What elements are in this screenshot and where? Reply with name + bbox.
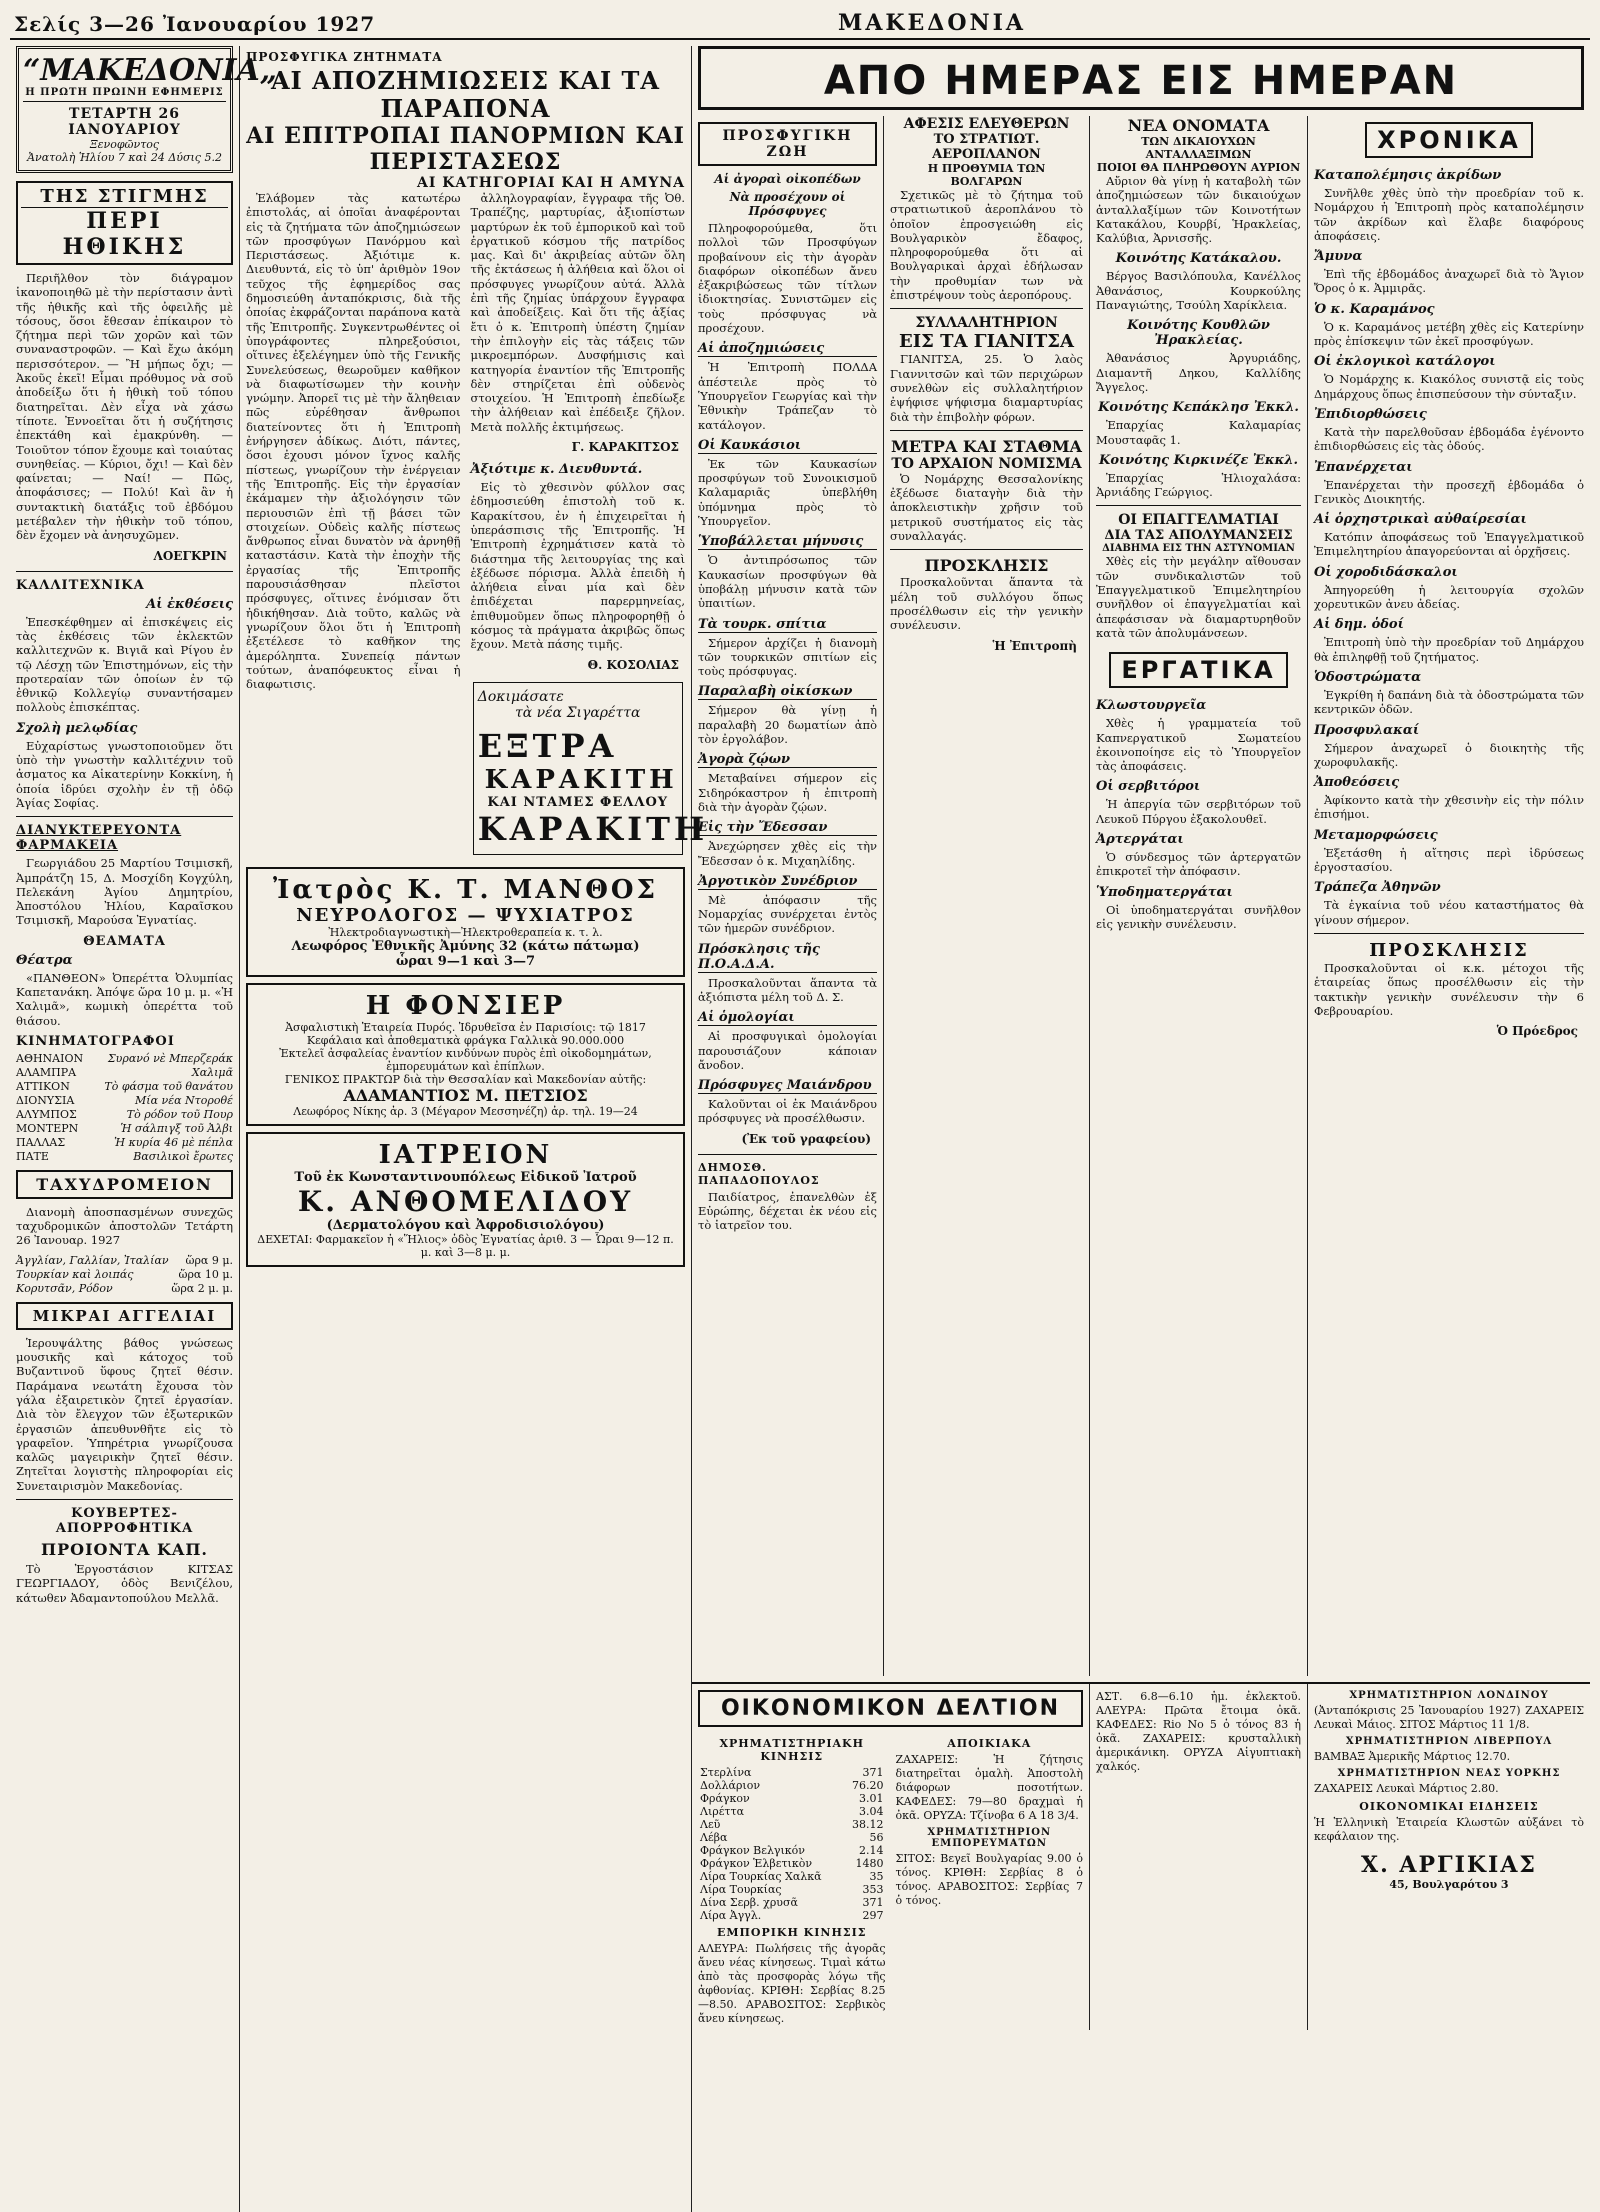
- divider: [890, 430, 1083, 431]
- col4-head4: ΣΥΛΛΑΛΗΤΗΡΙΟΝ: [915, 315, 1058, 332]
- theamata-head: ΘΕΑΜΑΤΑ: [83, 933, 166, 949]
- col3-text1: Πληροφορούμεθα, ὅτι πολλοὶ τῶν Προσφύγων προβαίνουν εἰς τὴν ἀγορὰν διαφόρων οἰκοπέδων ἄνευ ἐξακριβώσεως τῶν τίτλων ἰδιοκτησίας. Συνιστῶμεν εἰς τοὺς πρόσφυγας νὰ προσέχουν.: [698, 221, 877, 336]
- col5-head2: ΤΩΝ ΔΙΚΑΙΟΥΧΩΝ ΑΝΤΑΛΛΑΞΙΜΩΝ: [1141, 135, 1256, 161]
- econ-split: [698, 1733, 1083, 2030]
- masthead: [10, 6, 1590, 40]
- col2-right-text: ἀλληλογραφίαν, ἔγγραφα τῆς Ὀθ. Τραπέζης, μαρτυρίας, ἀξιοπίστων μαρτύρων ἐκ τοῦ ἐμπορικοῦ καὶ τοῦ ἐργατικοῦ κόσμου τῆς πατρίδος μας. Καὶ δι' ἀκριβείας αὐτῶν ὅλη τῆς ἐκτάσεως ἡ ἀλήθεια καὶ ὅλοι οἱ πρόσφυγες γνωρίζουν αὐτά. Ἀλλὰ ἐπὶ τῆς ζημίας ὑπάρχουν ἔγγραφα καὶ ἀποδείξεις. Καὶ ὅτι τῆς ἀξίας ἔτι ὁ κ. Ἐπιτροπὴ ὑπέστη ζημίαν τὴν ἐπιλογὴν εἰς τὰς τάξεις τῶν μικροεμπόρων. Δυσφήμισις καὶ κατηγορία ἐναντίον τῆς Ἐπιτροπῆς δὲν στηρίζεται ἐπὶ οὐδενὸς στοιχείου. Ἡ Ἐπιτροπὴ ἐπεδίωξε τὴν ἀλήθειαν καὶ ἐπέδειξε ζῆλον. Μετὰ πολλῆς ἐκτιμήσεως.: [470, 191, 685, 434]
- col5-t4: Ἐπαρχίας Ἡλιοχαλάσα: Ἀρνιάδης Γεώργιος.: [1096, 470, 1301, 500]
- col2-left: [246, 191, 461, 861]
- col3-t-omol: Αἱ προσφυγικαὶ ὁμολογίαι παρουσιάζουν κάποιαν ἄνοδον.: [698, 1029, 877, 1072]
- col4-sign: Ἡ Ἐπιτροπὴ: [992, 638, 1077, 653]
- c6-head2: ΧΡΗΜΑΤΙΣΤΗΡΙΟΝ ΛΙΒΕΡΠΟΥΛ: [1345, 1736, 1553, 1747]
- col3-t-kauk: Ἐκ τῶν Καυκασίων προσφύγων τοῦ Συνοικισμοῦ Καλαμαριᾶς ὑπεβλήθη ὑπόμνημα πρὸς τὸ Ὑπουργεῖον.: [698, 456, 877, 529]
- column-4: [884, 116, 1090, 1676]
- theatra-text: «ΠΑΝΘΕΟΝ» Ὀπερέττα Ὀλυμπίας Καπετανάκη. Ἀπόψε ὥρα 10 μ. μ. «Ἡ Χαλιμᾶ», κωμικὴ ὀπερέττα τοῦ θιάσου.: [16, 970, 233, 1028]
- list-item: ΑΛΑΜΠΡΑ Χαλιμᾶ: [16, 1065, 233, 1079]
- col6-t10: Ἐγκρίθη ἡ δαπάνη διὰ τὰ ὁδοστρώματα τῶν κεντρικῶν ὁδῶν.: [1314, 687, 1584, 717]
- col4-text2: ΓΙΑΝΙΤΣΑ, 25. Ὁ λαὸς Γιαννιτσῶν καὶ τῶν περιχώρων συνελθὼν εἰς συλλαλητήριον ἐψήφισε ψήφισμα διαμαρτυρίας διὰ τὴν ἐπιβολὴν φόρων.: [890, 352, 1083, 424]
- issue-date: Σελίς 3—26 Ἰανουαρίου 1927: [14, 12, 376, 36]
- koubertes-head: ΚΟΥΒΕΡΤΕΣ-ΑΠΟΡΡΟΦΗΤΙΚΑ: [55, 1506, 194, 1537]
- col5-text5: Ὁ σύνδεσμος τῶν ἀρτεργατῶν ἐπικροτεῖ τὴν ἀπόφασιν.: [1096, 850, 1301, 879]
- col6-s6: Ἐπανέρχεται: [1314, 459, 1413, 475]
- fonsier-l2: Ἀσφαλιστικὴ Ἑταιρεία Πυρός. Ἱδρυθεῖσα ἐν Παρισίοις: τῷ 1817: [285, 1020, 646, 1034]
- table-row: Στερλίνα 371: [700, 1766, 884, 1779]
- manthos-l2: ΝΕΥΡΟΛΟΓΟΣ — ΨΥΧΙΑΤΡΟΣ: [296, 904, 635, 926]
- col3-sub1: Αἱ ἀγοραὶ οἰκοπέδων: [714, 172, 861, 186]
- manthos-l5: ὧραι 9—1 καὶ 3—7: [395, 953, 536, 969]
- col4-head6: ΜΕΤΡΑ ΚΑΙ ΣΤΑΘΜΑ: [891, 436, 1082, 456]
- col5-t3: Ἐπαρχίας Καλαμαρίας Μουσταφᾶς 1.: [1096, 418, 1301, 447]
- c6-head4: ΟΙΚΟΝΟΜΙΚΑΙ ΕΙΔΗΣΕΙΣ: [1359, 1800, 1539, 1813]
- c6-head3: ΧΡΗΜΑΤΙΣΤΗΡΙΟΝ ΝΕΑΣ ΥΟΡΚΗΣ: [1337, 1768, 1561, 1779]
- col5-s3: Κοινότης Κεπάκλησ Ἐκκλ.: [1098, 400, 1299, 416]
- divider: [698, 1154, 877, 1155]
- apoik-text: ΖΑΧΑΡΕΙΣ: Ἡ ζήτησις διατηρεῖται ὁμαλὴ. Ἀποστολὴ διάφορων ποσοτήτων. ΚΑΦΕΔΕΣ: 79—80 δραχμαὶ ἡ ὀκᾶ. ΟΡΥΖΑ: Τζίνοβα 6 Α 18 3/4.: [895, 1753, 1083, 1822]
- classified-text: Ἱερουψάλτης βάθος γνώσεως μουσικῆς καὶ κάτοχος τοῦ Βυζαντινοῦ ὕφους ζητεῖ θέσιν. Παράμανα νεωτάτη ἔχουσα τὸν γάλα ἐξαιρετικὸν ζητεῖ ἐργασίαν. Διὰ τὸν ἔλεγχον τῶν ἐξωτερικῶν ἐργασιῶν ἀπευθυνθῆτε εἰς τὸ γραφεῖον. Ὑπηρέτρια γνωρίζουσα καλῶς μαγειρικὴν ζητεῖ θέσιν. Ζητεῖται λογιστὴς πληροφορίαι εἰς Συνεταιρισμὸν Μακεδονίας.: [16, 1335, 233, 1493]
- iatreion-l1: ΙΑΤΡΕΙΟΝ: [378, 1139, 553, 1170]
- econ-fx: [698, 1733, 886, 2030]
- col3-sign: (Ἐκ τοῦ γραφείου): [741, 1131, 871, 1146]
- col5-head4: ΟΙ ΕΠΑΓΓΕΛΜΑΤΙΑΙ: [1118, 512, 1279, 529]
- col6-s4: Οἱ ἐκλογικοὶ κατάλογοι: [1314, 354, 1496, 370]
- classified-frame: [16, 1302, 233, 1330]
- econ-mid: [1090, 1684, 1308, 2030]
- column-6: [1308, 116, 1590, 1676]
- col6-t3: Ὁ κ. Καραμάνος μετέβη χθὲς εἰς Κατερίνην πρὸς ἐπίσκεψιν τῶν ἐκεῖ προσφύγων.: [1314, 319, 1584, 349]
- list-item: ΑΘΗΝΑΙΟΝ Συρανό νὲ Μπερζεράκ: [16, 1051, 233, 1065]
- col6-s5: Ἐπιδιορθώσεις: [1314, 406, 1427, 422]
- col2-body: [246, 191, 709, 861]
- col6-s10: Ὁδοστρώματα: [1314, 669, 1422, 685]
- col4-head3: Η ΠΡΟΘΥΜΙΑ ΤΩΝ ΒΟΛΓΑΡΩΝ: [927, 162, 1046, 188]
- col5-head1: ΝΕΑ ΟΝΟΜΑΤΑ: [1127, 116, 1270, 135]
- table-row: Φράγκον Ἑλβετικὸν 1480: [700, 1857, 884, 1870]
- proiones-text: Τὸ Ἐργοστάσιον ΚΙΤΣΑΣ ΓΕΩΡΓΙΑΔΟΥ, ὁδὸς Βενιζέλου, κάτωθεν Ἀδαμαντοπούλου Μελλᾶ.: [16, 1562, 233, 1605]
- col5-s5: Κλωστουργεῖα: [1096, 698, 1207, 714]
- col6-s12: Ἀποθεόσεις: [1314, 775, 1400, 791]
- col4-text3: Ὁ Νομάρχης Θεσσαλονίκης ἐξέδωσε διαταγὴν διὰ τὴν ἀποκλειστικὴν χρῆσιν τοῦ μετρικοῦ συστήματος εἰς τὰς συναλλαγάς.: [890, 471, 1083, 544]
- ergatika-wrap: [1096, 646, 1301, 694]
- table-row: Λιρέττα 3.04: [700, 1805, 884, 1818]
- ektheseis-head: Αἱ ἐκθέσεις: [146, 596, 233, 612]
- columns: [10, 46, 1590, 2212]
- post-text: Διανομὴ ἀποσπασμένων συνεχῶς ταχυδρομικῶν ἀποστολῶν Τετάρτη 26 Ἰανουαρ. 1927: [16, 1204, 233, 1248]
- list-item: ΑΛΥΜΠΟΣ Τὸ ρόδον τοῦ Πουρ: [16, 1107, 233, 1121]
- col3-t-argo: Μὲ ἀπόφασιν τῆς Νομαρχίας συνέρχεται ἐντὸς τῶν ἡμερῶν συνέδριον.: [698, 892, 877, 936]
- col6-s7: Αἱ ὁρχηστρικαὶ αὐθαίρεσίαι: [1314, 512, 1527, 528]
- table-row: Λίρα Τουρκίας Χαλκᾶ 35: [700, 1870, 884, 1883]
- cinema-list: [16, 1052, 233, 1164]
- list-item: ΑΤΤΙΚΟΝ Τὸ φάσμα τοῦ θανάτου: [16, 1079, 233, 1093]
- col4-head5: ΕΙΣ ΤΑ ΓΙΑΝΙΤΣΑ: [899, 331, 1074, 353]
- nameplate-saint: Ξενοφῶντος: [89, 138, 160, 151]
- econ-c5-text: ΑΣΤ. 6.8—6.10 ἡμ. ἐκλεκτοῦ. ΑΛΕΥΡΑ: Πρῶτα ἔτοιμα ὀκᾶ. ΚΑΦΕΔΕΣ: Rio Νο 5 ὁ τόνος 83 ἡ ὀκᾶ. ΖΑΧΑΡΕΙΣ: κρυσταλλικὴ ἀμερικάνικη. ΟΡΥΖΑ Αἰγυπτιακὴ χαλκός.: [1096, 1690, 1301, 1773]
- econ-section: [692, 1682, 1590, 2030]
- manthos-ad: [246, 867, 685, 977]
- col5-text1: Αὔριον θὰ γίνῃ ἡ καταβολὴ τῶν ἀποζημιώσεων τῶν δικαιούχων ἀνταλλαξίμων τῶν Κοινοτήτων Κατακάλου, Κουρβί, Ἡρακλείας, Καλύβια, Ἀρνισσῆς.: [1096, 174, 1301, 246]
- xr-head: ΧΡΗΜΑΤΙΣΤΗΡΙΟΝ ΕΜΠΟΡΕΥΜΑΤΩΝ: [927, 1827, 1052, 1849]
- nameplate-day: ΤΕΤΑΡΤΗ 26 ΙΑΝΟΥΑΡΙΟΥ: [68, 106, 181, 138]
- col3-s-apoz: Αἱ ἀποζημιώσεις: [698, 341, 877, 357]
- col5-text3: Χθὲς ἡ γραμματεία τοῦ Καπνεργατικοῦ Σωματείου ἐκοινοποίησε εἰς τὸ Ὑπουργεῖον τὰς ἀποφάσεις.: [1096, 716, 1301, 774]
- col3-s-maiand: Πρόσφυγες Μαιάνδρου: [698, 1078, 877, 1094]
- col2-title-3: ΑΙ ΚΑΤΗΓΟΡΙΑΙ ΚΑΙ Η ΑΜΥΝΑ: [416, 175, 685, 191]
- col3-s-edessa: Εἰς τὴν Ἔδεσσαν: [698, 820, 877, 836]
- fonsier-l3: Κεφάλαια καὶ ἀποθεματικὰ φράγκα Γαλλικὰ 90.000.000: [306, 1033, 625, 1047]
- column-5: [1090, 116, 1308, 1676]
- nameplate-subtitle: Η ΠΡΩΤΗ ΠΡΩΙΝΗ ΕΦΗΜΕΡΙΣ: [23, 87, 226, 102]
- col3-s-tourk: Τὰ τουρκ. σπίτια: [698, 617, 877, 633]
- stigmis-kicker: ΤΗΣ ΣΤΙΓΜΗΣ: [40, 186, 209, 207]
- col4-head8: ΠΡΟΣΚΛΗΣΙΣ: [924, 556, 1049, 576]
- col2-right: [470, 191, 709, 861]
- fonsier-l4: Ἐκτελεῖ ἀσφαλείας ἐναντίον κινδύνων πυρὸς ἐπὶ οἰκοδομημάτων, ἐμπορευμάτων καὶ ἐπίπλων.: [279, 1046, 652, 1073]
- col3-ad-text: Παιδίατρος, ἐπανελθὼν ἐξ Εὐρώπης, δέχεται ἐκ νέου εἰς τὸ ἰατρεῖον του.: [698, 1189, 877, 1233]
- prosfygiki-head: ΠΡΟΣΦΥΓΙΚΗ ΖΩΗ: [698, 122, 877, 166]
- divider: [890, 308, 1083, 309]
- col3-ad-title: ΔΗΜΟΣΘ. ΠΑΠΑΔΟΠΟΥΛΟΣ: [698, 1160, 820, 1187]
- column-3: [692, 116, 884, 1676]
- col5-s4: Κοινότης Κιρκινέζε Ἐκκλ.: [1099, 452, 1298, 468]
- stigmis-text: Περιῆλθον τὸν διάγραμον ἱκανοποιηθῶ μὲ τὴν περίστασιν ἀντὶ τῆς ἠθικῆς καὶ τῆς ὀφειλῆς μὲ τόσους, ὅσοι ἔθεσαν ἐπίκαιρον τὸ ζήτημα περὶ τῶν χορῶν καὶ τῶν συναναστροφῶν. — Καὶ ἔχω ἀκόμη περισσότερον. — Ἢ μήπως ὄχι; — Ἀκοῦς ἐκεῖ! Εἶμαι πρόθυμος νὰ σοῦ ἀποδείξω ὅτι ἡ ἠθικὴ τοῦ τόπου διατηρεῖται. Δὲν εἶχα νὰ χάσω τίποτε. Ἐννοεῖται ὅτι ἡ συζήτησις ἐπεκτάθη καὶ ἐμακρύνθη. — Τοιοῦτον τόπον ἔχουμε καὶ τοιαύτας συνηθείας. — Κύριοι, ὄχι! — Καὶ δὲν φαίνεται; — Ναί! — Πῶς, ἀποφάσισες; — Πολύ! Καὶ ἂν ἡ συντακτικὴ διατάξις τοῦ ἐβδόμου μετέβαλεν τὴν ἠθικὴν τοῦ τόπου, δὲν ἔχομεν νὰ ἀνησυχῶμεν.: [16, 271, 233, 543]
- fx-table: [698, 1766, 886, 1922]
- karak-l1: Δοκιμάσατε: [477, 688, 564, 705]
- col3-s-argo: Ἀργοτικὸν Συνέδριον: [698, 874, 877, 890]
- table-row: Λέβα 56: [700, 1831, 884, 1844]
- col2-kicker: ΠΡΟΣΦΥΓΙΚΑ ΖΗΤΗΜΑΤΑ: [246, 50, 443, 64]
- col6-t7: Κατόπιν ἀποφάσεως τοῦ Ἐπαγγελματικοῦ Ἐπιμελητηρίου ἀπαγορεύονται αἱ ὁρχῆσεις.: [1314, 530, 1584, 559]
- list-item: Κορυτσᾶν, Ρόδον ὥρα 2 μ. μ.: [16, 1281, 233, 1295]
- newspaper-name: ΜΑΚΕΔΟΝΙΑ: [837, 10, 1026, 36]
- col5-text2: Χθὲς εἰς τὴν μεγάλην αἴθουσαν τῶν συνδικαλιστῶν τοῦ Ἐπαγγελματικοῦ Ἐπιμελητηρίου συνῆλθον οἱ ἐπαγγελματίαι καὶ ἀπεφάσισαν νὰ διαμαρτυρηθοῦν κατὰ τῶν ἀπολυμάνσεων.: [1096, 554, 1301, 640]
- table-row: Φράγκον 3.01: [700, 1792, 884, 1805]
- col3-s-omol: Αἱ ὁμολογίαι: [698, 1010, 877, 1026]
- karak-l4: ΚΑΡΑΚΙΤΗ: [484, 764, 678, 795]
- col5-s1: Κοινότης Κατάκαλου.: [1115, 251, 1282, 267]
- econ-right: [1308, 1684, 1590, 2030]
- col3-s-parab: Παραλαβὴ οἰκίσκων: [698, 684, 877, 700]
- post-frame: [16, 1170, 233, 1199]
- col3-t-apoz: Ἡ Ἐπιτροπὴ ΠΟΛΔΑ ἀπέστειλε πρὸς τὸ Ὑπουργεῖον Γεωργίας καὶ τὴν Ἐθνικὴν Τράπεζαν τὸ κατάλογον.: [698, 360, 877, 432]
- col6-t1: Συνῆλθε χθὲς ὑπὸ τὴν προεδρίαν τοῦ κ. Νομάρχου ἡ Ἐπιτροπὴ πρὸς καταπολέμησιν τῶν ἀκρίδων καὶ ἔλαβε διαφόρους ἀποφάσεις.: [1314, 186, 1584, 243]
- list-item: ΔΙΟΝΥΣΙΑ Μία νέα Ντοροθέ: [16, 1093, 233, 1107]
- col2-title-1: ΑΙ ΑΠΟΖΗΜΙΩΣΕΙΣ ΚΑΙ ΤΑ ΠΑΡΑΠΟΝΑ: [270, 66, 661, 123]
- karak-l2: τὰ νέα Σιγαρέττα: [515, 704, 641, 721]
- right-upper: [692, 116, 1590, 1676]
- c6-text1: (Ἀνταπόκρισις 25 Ἰανουαρίου 1927) ΖΑΧΑΡΕΙΣ Λευκαὶ Μάιος. ΣΙΤΟΣ Μάρτιος 11 1/8.: [1314, 1704, 1584, 1731]
- col5-text4: Ἡ ἀπεργία τῶν σερβιτόρων τοῦ Λευκοῦ Πύργου ἐξακολουθεῖ.: [1096, 797, 1301, 826]
- farmakeia-head: ΔΙΑΝΥΚΤΕΡΕΥΟΝΤΑ ΦΑΡΜΑΚΕΙΑ: [16, 823, 182, 854]
- c6-head1: ΧΡΗΜΑΤΙΣΤΗΡΙΟΝ ΛΟΝΔΙΝΟΥ: [1349, 1690, 1549, 1701]
- col6-s1: Καταπολέμησις ἀκρίδων: [1314, 168, 1502, 183]
- fonsier-l7: Λεωφόρος Νίκης ἀρ. 3 (Μέγαρον Μεσσηνέζη) ἀρ. τηλ. 19—24: [293, 1104, 638, 1118]
- fonsier-ad: [246, 983, 685, 1126]
- col6-t12: Ἀφίκοντο κατὰ τὴν χθεσινὴν εἰς τὴν πόλιν ἐπισήμοι.: [1314, 793, 1584, 822]
- col6-prosk-sign: Ὁ Πρόεδρος: [1496, 1024, 1578, 1039]
- col6-prosk-text: Προσκαλοῦνται οἱ κ.κ. μέτοχοι τῆς ἑταιρείας ὅπως προσέλθωσιν εἰς τὴν τακτικὴν γενικὴν συνέλευσιν τὴν 6 Φεβρουαρίου.: [1314, 960, 1584, 1018]
- farmakeia-text: Γεωργιάδου 25 Μαρτίου Τσιμισκῆ, Ἀμπράτζη 15, Δ. Μοσχίδη Κογχύλη, Πελεκάνη Ἀγίου Δημητρίου, Ἀποστόλου Ἠλίου, Καραῖσκου Τσιμισκῆ, Μαρούσα Ἐγνατίας.: [16, 856, 233, 928]
- c6-text3: ΖΑΧΑΡΕΙΣ Λευκαὶ Μάρτιος 2.80.: [1314, 1782, 1499, 1795]
- iatreion-ad: [246, 1132, 685, 1267]
- c6-text2: ΒΑΜΒΑΞ Ἀμερικῆς Μάρτιος 12.70.: [1314, 1750, 1511, 1763]
- col6-t9: Ἐπιτροπὴ ὑπὸ τὴν προεδρίαν τοῦ Δημάρχου θὰ ἐπιληφθῇ τοῦ ζητήματος.: [1314, 635, 1584, 664]
- column-2: [240, 46, 709, 2212]
- divider: [16, 816, 233, 817]
- col6-s11: Προσφυλακαί: [1314, 722, 1420, 738]
- post-list: [16, 1254, 233, 1296]
- stigmis-sign: ΛΟΕΓΚΡΙΝ: [153, 548, 227, 563]
- col4-text4: Προσκαλοῦνται ἅπαντα τὰ μέλη τοῦ συλλόγου ὅπως προσέλθωσιν εἰς τὴν γενικὴν συνέλευσιν.: [890, 575, 1083, 633]
- col2-sign-2: Θ. ΚΟΣΟΛΙΑΣ: [587, 657, 679, 672]
- emp-head: ΕΜΠΟΡΙΚΗ ΚΙΝΗΣΙΣ: [716, 1926, 867, 1939]
- col6-s9: Αἱ δημ. ὁδοί: [1314, 617, 1404, 633]
- col6-prosk-head: ΠΡΟΣΚΛΗΣΙΣ: [1369, 939, 1529, 961]
- post-head: ΤΑΧΥΔΡΟΜΕΙΟΝ: [36, 1174, 213, 1194]
- col4-head7: ΤΟ ΑΡΧΑΙΟΝ ΝΟΜΙΣΜΑ: [891, 455, 1082, 472]
- divider: [16, 1499, 233, 1500]
- col6-s2: Ἄμυνα: [1314, 249, 1363, 265]
- col5-t2: Ἀθανάσιος Ἀργυριάδης, Διαμαντῆ Δηκου, Καλλίδης Ἄγγελος.: [1096, 351, 1301, 394]
- col5-head3: ΠΟΙΟΙ ΘΑ ΠΛΗΡΩΘΟΥΝ ΑΥΡΙΟΝ: [1096, 161, 1301, 174]
- fonsier-l6: ΑΔΑΜΑΝΤΙΟΣ Μ. ΠΕΤΣΙΟΣ: [343, 1085, 588, 1105]
- theatra-label: Θέατρα: [16, 952, 73, 968]
- col6-t14: Τὰ ἐγκαίνια τοῦ νέου καταστήματος θὰ γίνουν σήμερον.: [1314, 898, 1584, 927]
- cinema-head: ΚΙΝΗΜΑΤΟΓΡΑΦΟΙ: [16, 1033, 175, 1049]
- manthos-l4: Λεωφόρος Ἐθνικῆς Ἀμύνης 32 (κάτω πάτωμα): [291, 938, 640, 954]
- col5-s7: Ἀρτεργάται: [1096, 832, 1184, 848]
- col6-t5: Κατὰ τὴν παρελθοῦσαν ἑβδομάδα ἐγένοντο ἐπιδιορθώσεις εἰς τὰς ὁδούς.: [1314, 424, 1584, 454]
- stigmis-frame: [16, 181, 233, 265]
- col3-t-parab: Σήμερον θὰ γίνῃ ἡ παραλαβὴ 20 δωματίων ἀπὸ τὸν ἐργολάβον.: [698, 703, 877, 747]
- sxoli-text: Εὐχαρίστως γνωστοποιοῦμεν ὅτι ὑπὸ τὴν γνωστὴν καλλιτέχνιν τοῦ ἀσματος κα Αἰκατερίνην Κοκκίνη, ἡ ὁποία ἱδρύει σχολὴν ἐν τῇ ὁδῷ Ἁγίας Σοφίας.: [16, 738, 233, 810]
- econ-apoik: [896, 1733, 1084, 2030]
- table-row: Λίρα Ἀγγλ. 297: [700, 1909, 884, 1922]
- col6-t13: Ἐξετάσθη ἡ αἴτησις περὶ ἱδρύσεως ἐργοστασίου.: [1314, 845, 1584, 875]
- c6-ad: Χ. ΑΡΓΙΚΙΑΣ: [1361, 1852, 1537, 1878]
- list-item: ΜΟΝΤΕΡΝ Ἡ σάλπιγξ τοῦ Ἀλβι: [16, 1121, 233, 1135]
- col6-s13: Μεταμορφώσεις: [1314, 827, 1438, 843]
- fonsier-l5: ΓΕΝΙΚΟΣ ΠΡΑΚΤΩΡ διὰ τὴν Θεσσαλίαν καὶ Μακεδονίαν αὐτῆς:: [284, 1072, 647, 1086]
- list-item: Ἀγγλίαν, Γαλλίαν, Ἰταλίαν ὥρα 9 μ.: [16, 1253, 233, 1267]
- proiones-head: ΠΡΟΙΟΝΤΑ ΚΑΠ.: [40, 1540, 208, 1560]
- apoik-head: ΑΠΟΙΚΙΑΚΑ: [947, 1737, 1032, 1750]
- apo-imeras-banner: ΑΠΟ ΗΜΕΡΑΣ ΕΙΣ ΗΜΕΡΑΝ: [698, 46, 1584, 110]
- xr-text: ΣΙΤΟΣ: Βεγεῖ Βουλγαρίας 9.00 ὁ τόνος. ΚΡΙΘΗ: Σερβίας 8 ὁ τόνος. ΑΡΑΒΟΣΙΤΟΣ: Σερβίας 7 ὁ τόνος.: [895, 1852, 1083, 1907]
- col5-s8: Ὑποδηματεργάται: [1096, 884, 1233, 900]
- col4-head1: ΑΦΕΣΙΣ ΕΛΕΥΘΕΡΩΝ: [903, 116, 1070, 132]
- emp-text: ΑΛΕΥΡΑ: Πωλήσεις τῆς ἀγορᾶς ἄνευ νέας κίνησεως. Τιμαὶ κάτω ἀπὸ τὰς προσφορὰς λόγω τῆς ἀφθονίας. ΚΡΙΘΗ: Σερβίας 8.25—8.50. ΑΡΑΒΟΣΙΤΟΣ: Σερβικὸς ἄνευ κίνησεως.: [698, 1942, 886, 2025]
- econ-banner: ΟΙΚΟΝΟΜΙΚΟΝ ΔΕΛΤΙΟΝ: [698, 1690, 1083, 1727]
- col5-head5: ΔΙΑ ΤΑΣ ΑΠΟΛΥΜΑΝΣΕΙΣ: [1104, 528, 1293, 544]
- ektheseis-text: Ἐπεσκέφθημεν αἱ ἐπισκέψεις εἰς τὰς ἐκθέσεις τῶν ἐκλεκτῶν καλλιτεχνῶν κ. Βιγιᾶ καὶ Ρίγου ἐν τῷ Λέσχῃ τῶν Ἐπιστημόνων, εἰς τὴν προτεραίαν τῶν ὁποίων ἐν τῷ ἐθνικῷ Κολλεγίῳ συναντήσαμεν πολλοὺς ἐπισκέπτας.: [16, 614, 233, 715]
- col5-text6: Οἱ ὑποδηματεργάται συνῆλθον εἰς γενικὴν συνέλευσιν.: [1096, 902, 1301, 931]
- fx-head: ΧΡΗΜΑΤΙΣΤΗΡΙΑΚΗ ΚΙΝΗΣΙΣ: [719, 1737, 864, 1763]
- col3-t-edessa: Ἀνεχώρησεν χθὲς εἰς τὴν Ἔδεσσαν ὁ κ. Μιχαηλίδης.: [698, 839, 877, 868]
- ergatika-head: ΕΡΓΑΤΙΚΑ: [1109, 652, 1287, 688]
- table-row: Φράγκον Βελγικόν 2.14: [700, 1844, 884, 1857]
- letter2-text: Εἰς τὸ χθεσινὸν φύλλον σας ἐδημοσιεύθη ἐπιστολὴ τοῦ κ. Καρακίτσου, ἐν ἡ ἐπιχειρεῖται ἡ ὑπεράσπισις τῆς Ἐπιτροπῆς. Ἡ Ἐπιτροπὴ ἐχρημάτισεν κατὰ τὸ διάστημα τῆς λειτουργίας της καὶ ἐξέδωσε πόρισμα. Ἀλλὰ ἐπειδὴ ἡ ἀλήθεια εἶναι μία καὶ δὲν ἐπιδέχεται παρερμηνείας, ἐπιθυμοῦμεν ὅπως πληροφορηθῇ ὁ κόσμος τὰ πράγματα ἀκριβῶς ὅπως ἔχουν. Μετὰ πάσης τιμῆς.: [470, 480, 685, 652]
- list-item: ΠΑΛΛΑΣ Ἡ κυρία 46 μὲ πέπλα: [16, 1135, 233, 1149]
- col3-t-tourk: Σήμερον ἀρχίζει ἡ διανομὴ τῶν τουρκικῶν σπιτίων εἰς τοὺς πρόσφυγας.: [698, 635, 877, 679]
- karak-l6: ΚΑΡΑΚΙΤΗ: [477, 809, 709, 848]
- col6-s3: Ὁ κ. Καραμάνος: [1314, 301, 1435, 317]
- col3-s-kauk: Οἱ Καυκάσιοι: [698, 438, 877, 454]
- manthos-l3: Ἠλεκτροδιαγνωστικὴ—Ἠλεκτροθεραπεία κ. τ. λ.: [328, 925, 603, 939]
- classified-head: ΜΙΚΡΑΙ ΑΓΓΕΛΙΑΙ: [32, 1306, 217, 1325]
- col3-s-ypob: Ὑποβάλλεται μήνυσις: [698, 534, 877, 550]
- xronika-head: ΧΡΟΝΙΚΑ: [1365, 122, 1533, 158]
- col6-t8: Ἀπηγορεύθη ἡ λειτουργία σχολῶν χορευτικῶν ἀνευ ἀδείας.: [1314, 582, 1584, 612]
- col4-text1: Σχετικῶς μὲ τὸ ζήτημα τοῦ στρατιωτικοῦ ἀεροπλάνου τὸ ὁποῖον ἐπροσγειώθη εἰς Βουλγαρικὸν ἔδαφος, πληροφορούμεθα ὅτι αἱ Βουλγαρικαὶ ἀρχαὶ ἐδήλωσαν τὴν προθυμίαν των νὰ ἐπιστρέψουν τοὺς ἀεροπόρους.: [890, 188, 1083, 303]
- divider: [16, 571, 233, 572]
- col6-t4: Ὁ Νομάρχης κ. Κιακόλος συνιστᾷ εἰς τοὺς Δημάρχους ὅπως ἐπισπεύσουν τὴν σύνταξιν.: [1314, 372, 1584, 401]
- sxoli-head: Σχολὴ μελῳδίας: [16, 720, 138, 736]
- kallitexnika-head: ΚΑΛΛΙΤΕΧΝΙΚΑ: [16, 577, 145, 593]
- manthos-l1: Ἰατρὸς Κ. Τ. ΜΑΝΘΟΣ: [273, 874, 658, 905]
- col3-t-maiand: Καλοῦνται οἱ ἐκ Μαιάνδρου πρόσφυγες νὰ προσέλθωσιν.: [698, 1097, 877, 1126]
- list-item: Τουρκίαν καὶ λοιπάς ὥρα 10 μ.: [16, 1267, 233, 1281]
- econ-left: [692, 1684, 1090, 2030]
- divider: [1314, 933, 1584, 934]
- letter2-title: Ἀξιότιμε κ. Διευθυντά.: [470, 462, 643, 478]
- fonsier-l1: Η ΦΟΝΣΙΕΡ: [365, 990, 566, 1021]
- nameplate: [16, 46, 278, 173]
- col5-s2: Κοινότης Κουθλῶν Ἠρακλείας.: [1127, 318, 1270, 349]
- nameplate-sun: Ἀνατολὴ Ἡλίου 7 καὶ 24 Δύσις 5.2: [27, 151, 222, 164]
- karak-l3: ΕΞΤΡΑ: [477, 726, 618, 765]
- col6-s8: Οἱ χοροδιδάσκαλοι: [1314, 564, 1458, 580]
- table-row: Δολλάριον 76.20: [700, 1779, 884, 1792]
- col3-t-ypob: Ὁ ἀντιπρόσωπος τῶν Καυκασίων προσφύγων θὰ ὑποβάλῃ μήνυσιν κατὰ τῶν ὑπαιτίων.: [698, 553, 877, 611]
- col3-s-agor: Ἀγορὰ ζῴων: [698, 752, 877, 768]
- karak-l5: ΚΑΙ ΝΤΑΜΕΣ ΦΕΛΛΟΥ: [487, 794, 669, 810]
- karakitsi-ad: [473, 682, 709, 855]
- col3-sub2: Νὰ προσέχουν οἱ Πρόσφυγες: [729, 190, 846, 218]
- col6-t11: Σήμερον ἀναχωρεῖ ὁ διοικητὴς τῆς χωροφυλακῆς.: [1314, 740, 1584, 769]
- xronika-wrap: [1314, 116, 1584, 164]
- c6-text4: Ἡ Ἑλληνικὴ Ἑταιρεία Κλωστῶν αὐξάνει τὸ κεφάλαιον της.: [1314, 1816, 1584, 1843]
- table-row: Δίνα Σερβ. χρυσᾶ 371: [700, 1896, 884, 1909]
- col3-s-prosk: Πρόσκλησις τῆς Π.Ο.Α.Δ.Α.: [698, 942, 877, 973]
- table-row: Λεῦ 38.12: [700, 1818, 884, 1831]
- col2-sign-1: Γ. ΚΑΡΑΚΙΤΣΟΣ: [571, 440, 679, 455]
- col5-head6: ΔΙΑΒΗΜΑ ΕΙΣ ΤΗΝ ΑΣΤΥΝΟΜΙΑΝ: [1102, 543, 1295, 555]
- iatreion-l4: (Δερματολόγου καὶ Ἀφροδισιολόγου): [326, 1217, 605, 1233]
- col2-left-text: Ἐλάβομεν τὰς κατωτέρω ἐπιστολάς, αἱ ὁποῖαι ἀναφέρονται εἰς τὰ ζητήματα τῶν ἀποζημιώσεων τῶν προσφύγων Πανόρμου καὶ Περιστάσεως. Ἀξιότιμε κ. Διευθυντά, εἰς τὸ ὑπ' ἀριθμὸν 19ον τεῦχος τῆς ἐφημερίδος σας δημοσιεύθη ἀνταπόκρισις, διὰ τῆς ὁποίας ἐκφράζονται παράπονα κατὰ τῆς Ἐπιτροπῆς. Συγκεντρωθέντες οἱ ὑπογράφοντες πληρεξούσιοι, οἵτινες ἐξελέγημεν ὑπὸ τῆς Γενικῆς Συνελεύσεως, θεωροῦμεν καθῆκον νὰ διαφωτίσωμεν τὴν κοινὴν γνώμην. Ἀπορεῖ τις μὲ τὴν ἄληθειαν πῶς εὑρέθησαν ἄνθρωποι διατείνοντες ὅτι ἡ Ἐπιτροπὴ ἐνήργησεν ἀδίκως. Διότι, πάντες, ὅσοι ἐχουσι μόνον ἴχνος καλῆς πίστεως, γνωρίζουν τὴν ἐνέργειαν τῆς Ἐπιτροπῆς. Εἰς τὴν ἐργασίαν ἐκάμαμεν τὴν ἀξιολόγησιν τῶν περιουσιῶν ἐπὶ τῇ βάσει τῶν στοιχείων. Οὐδεὶς καλῆς πίστεως ἄνθρωπος εἶναι δυνατὸν νὰ ἀρνηθῇ καταστάσιν. Κατὰ τὴν ἐποχὴν τῆς ἐργασίας τῆς Ἐπιτροπῆς παρουσιάσθησαν πλεῖστοι πρόσφυγες, οἵτινες ἐνόμισαν ὅτι ἠδικήθησαν. Διὰ τοῦτο, καλῶς νὰ γνωρίζουν ὅλοι ὅτι ἡ Ἐπιτροπὴ ἐξετέλεσε τὸ καθῆκον της ἀμερόληπτα. Συνεπείᾳ πάντων τούτων, ἀναπόφευκτος εἶναι ἡ διαφωτισις.: [246, 191, 461, 692]
- col5-t1: Βέργος Βασιλόπουλα, Κανέλλος Ἀθανάσιος, Κουρκούλης Παναγιώτης, Τσούλη Χαρίκλεια.: [1096, 269, 1301, 313]
- divider: [1096, 505, 1301, 506]
- stigmis-title: ΠΕΡΙ ΗΘΙΚΗΣ: [21, 207, 228, 260]
- col3-t-agor: Μεταβαίνει σήμερον εἰς Σιδηρόκαστρον ἡ ἐπιτροπὴ διὰ τὴν ἀγορὰν ζῴων.: [698, 771, 877, 814]
- col2-title-2: ΑΙ ΕΠΙΤΡΟΠΑΙ ΠΑΝΟΡΜΙΩΝ ΚΑΙ ΠΕΡΙΣΤΑΣΕΩΣ: [246, 123, 685, 175]
- right-section: [692, 46, 1590, 2212]
- col3-t-prosk: Προσκαλοῦνται ἅπαντα τὰ ἀξιόπιστα μέλη τοῦ Δ. Σ.: [698, 975, 877, 1004]
- c6-ad2: 45, Βουλγαρότου 3: [1389, 1878, 1509, 1891]
- col6-t2: Ἐπὶ τῆς ἑβδομάδος ἀναχωρεῖ διὰ τὸ Ἅγιον Ὄρος ὁ κ. Ἀμμιρᾶς.: [1314, 267, 1584, 296]
- list-item: ΠΑΤΕ Βασιλικοὶ ἔρωτες: [16, 1149, 233, 1163]
- col6-s14: Τράπεζα Ἀθηνῶν: [1314, 880, 1441, 896]
- divider: [890, 549, 1083, 550]
- col4-head2: ΤΟ ΣΤΡΑΤΙΩΤ. ΑΕΡΟΠΛΑΝΟΝ: [932, 132, 1041, 162]
- iatreion-l3: Κ. ΑΝΘΟΜΕΛΙΔΟΥ: [297, 1184, 634, 1218]
- col6-t6: Ἐπανέρχεται τὴν προσεχῆ ἑβδομάδα ὁ Γενικὸς Διοικητής.: [1314, 477, 1584, 506]
- nameplate-title: “ΜΑΚΕΔΟΝΙΑ„: [23, 53, 278, 88]
- table-row: Λίρα Τουρκίας 353: [700, 1883, 884, 1896]
- iatreion-l5: ΔΕΧΕΤΑΙ: Φαρμακεῖον ἡ «Ἥλιος» ὁδὸς Ἐγνατίας ἀριθ. 3 — Ὧραι 9—12 π. μ. καὶ 3—8 μ. μ.: [257, 1232, 674, 1259]
- col5-s6: Οἱ σερβιτόροι: [1096, 779, 1201, 795]
- iatreion-l2: Τοῦ ἐκ Κωνσταντινουπόλεως Εἰδικοῦ Ἰατροῦ: [294, 1169, 637, 1185]
- column-1: [10, 46, 278, 2212]
